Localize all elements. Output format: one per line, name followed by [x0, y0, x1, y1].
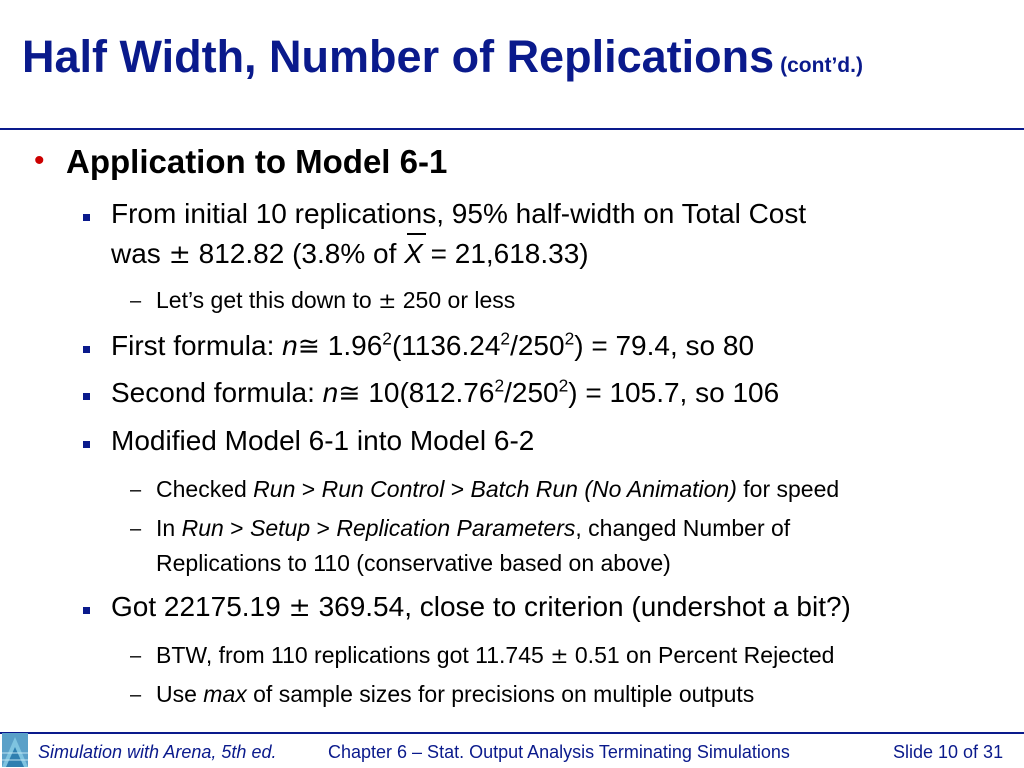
sub-bullet-setup-cont: Replications to 110 (conservative based on above) [156, 550, 671, 576]
bullet-got-result: Got 22175.19 ± 369.54, close to criterion (undershot a bit?) [111, 591, 851, 623]
square-bullet-icon [83, 607, 90, 614]
dash-bullet-icon: – [130, 479, 142, 501]
approx-symbol: ≅ [297, 331, 321, 362]
bullet-second-formula: Second formula: n≅ $10(812.76^2/250^2) = 105.7$, so 106 [111, 375, 780, 409]
bullet-dot-icon: • [34, 144, 45, 177]
bullet-initial-replications-cont: was ± 812.82 (3.8% of X = 21,618.33) [111, 238, 589, 270]
slide-title [22, 31, 863, 82]
square-bullet-icon [83, 214, 90, 221]
x-bar-symbol: X [404, 238, 423, 269]
dash-bullet-icon: – [130, 290, 142, 312]
footer-divider [0, 732, 1024, 734]
dash-bullet-icon: – [130, 645, 142, 667]
slide-title-suffix: (cont’d.) [780, 54, 863, 77]
plus-minus-symbol: ± [168, 239, 191, 270]
slide-title-main: Half Width, Number of Replications [22, 31, 775, 82]
square-bullet-icon [83, 393, 90, 400]
plus-minus-symbol: ± [550, 644, 569, 669]
bullet-modified-model: Modified Model 6-1 into Model 6-2 [111, 425, 535, 456]
footer-slide-number: Slide 10 of 31 [893, 742, 1004, 762]
footer-chapter: Chapter 6 – Stat. Output Analysis Terminating Simulations [328, 742, 790, 762]
dash-bullet-icon: – [130, 684, 142, 706]
approx-symbol: ≅ [338, 378, 361, 409]
dash-bullet-icon: – [130, 518, 142, 540]
sub-bullet-checked-run: Checked Run > Run Control > Batch Run (No Animation) for speed [156, 476, 840, 502]
arena-logo-icon [2, 733, 28, 767]
plus-minus-symbol: ± [288, 592, 311, 623]
title-divider [0, 128, 1024, 130]
bullet-first-formula: First formula: n≅ $1.96^2(1136.24^2/250^2) = 79.4$, so 80 [111, 328, 755, 362]
sub-bullet-setup: In Run > Setup > Replication Parameters, changed Number of [156, 515, 791, 541]
square-bullet-icon [83, 441, 90, 448]
sub-bullet-get-down: Let’s get this down to ± 250 or less [156, 287, 516, 314]
footer-book-title: Simulation with Arena, 5th ed. [38, 742, 277, 762]
square-bullet-icon [83, 346, 90, 353]
sub-bullet-btw: BTW, from 110 replications got 11.745 ± 0.51 on Percent Rejected [156, 642, 835, 669]
plus-minus-symbol: ± [378, 289, 397, 314]
heading-application: Application to Model 6-1 [66, 143, 448, 180]
bullet-initial-replications: From initial 10 replications, 95% half-width on Total Cost [111, 198, 807, 229]
sub-bullet-use-max: Use max of sample sizes for precisions on multiple outputs [156, 681, 755, 707]
